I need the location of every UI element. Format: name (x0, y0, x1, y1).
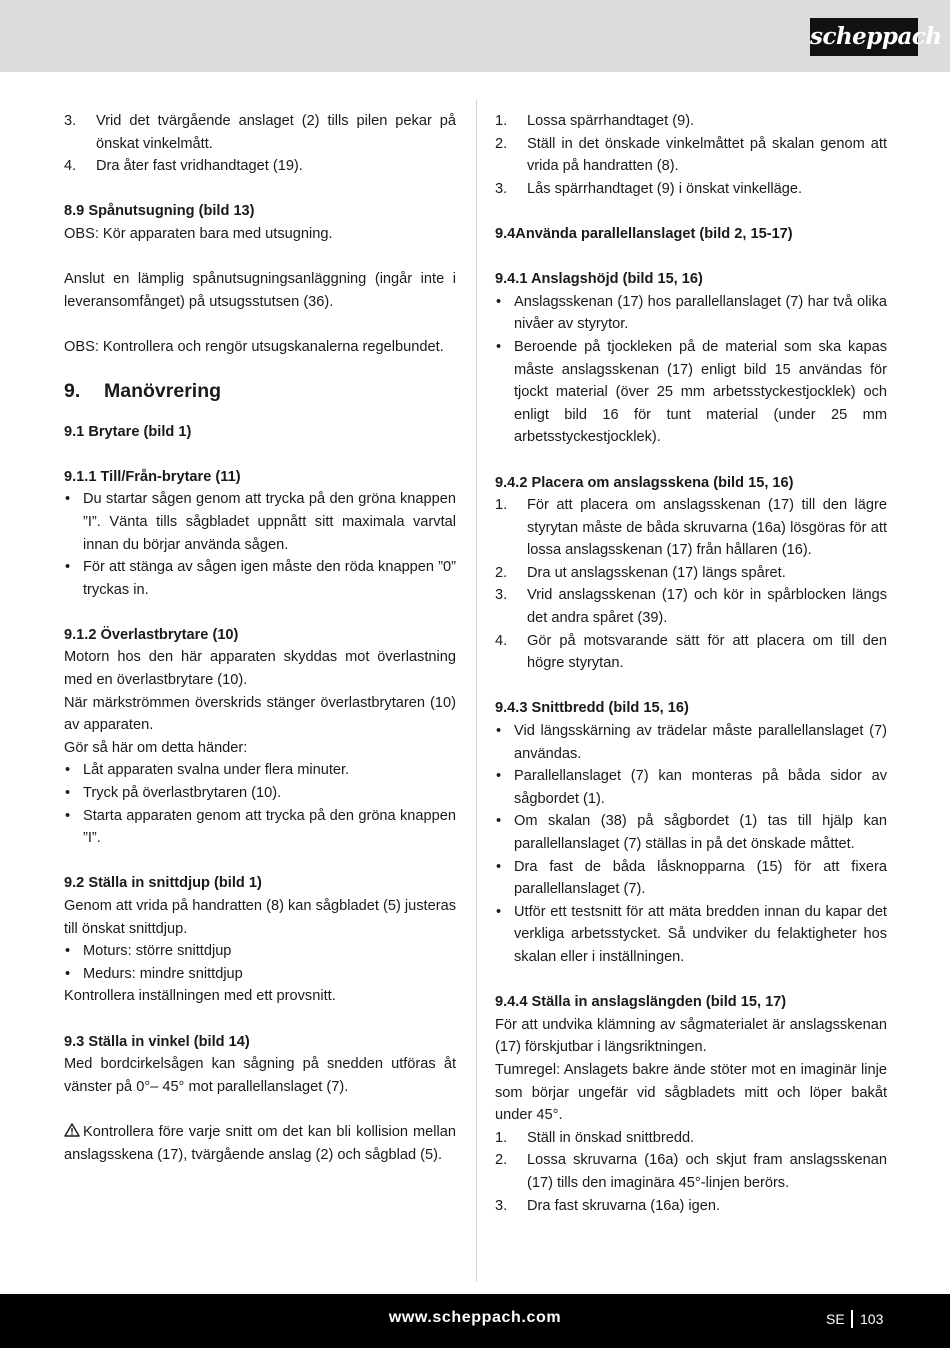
list-item: • Moturs: större snittdjup (65, 943, 232, 960)
list-item: 2. Lossa skruvarna (16a) och skjut fram anslagsskenan (17) tills den imaginära 45°-linjen berörs. (495, 1152, 887, 1191)
website-link[interactable]: www.scheppach.com (388, 1309, 562, 1326)
list-item: 1. Ställ in önskad snittbredd. (495, 1129, 695, 1146)
list-item: 3. Vrid det tvärgående anslaget (2) tills pilen pekar på önskat vinkelmått. (64, 113, 456, 152)
list-item: 2. Dra ut anslagsskenan (17) längs spåret. (495, 564, 786, 581)
right-column (495, 110, 887, 1217)
paragraph: Tumregel: Anslagets bakre ände stöter mot en imaginär linje som börjar ungefär vid sågbladets mitt och löper bakåt under 45°. (495, 1061, 887, 1124)
section-heading: 9.4.2 Placera om anslagsskena (bild 15, 16) (495, 474, 794, 491)
paragraph: Motorn hos den här apparaten skyddas mot överlastning med en överlastbrytare (10). (64, 649, 456, 689)
list-item: • För att stänga av sågen igen måste den röda knappen ”0” tryckas in. (65, 559, 456, 598)
paragraph: Genom att vrida på handratten (8) kan sågbladet (5) justeras till önskat snittdjup. (64, 898, 456, 937)
left-column (64, 110, 456, 1166)
list-item: 2. Ställ in det önskade vinkelmåttet på skalan genom att vrida på handratten (8). (495, 135, 887, 175)
list-item: • Låt apparaten svalna under flera minuter. (65, 762, 350, 779)
chapter-heading: 9. Manövrering (64, 379, 222, 402)
brand-logo: scheppach (810, 18, 918, 56)
list-item: 4. Dra åter fast vridhandtaget (19). (64, 158, 303, 175)
section-heading: 8.9 Spånutsugning (bild 13) (64, 203, 255, 220)
section-heading: 9.4.1 Anslagshöjd (bild 15, 16) (495, 271, 703, 288)
list-item: 3. Vrid anslagsskenan (17) och kör in spårblocken längs det andra spåret (39). (495, 587, 887, 627)
list-item: • Du startar sågen genom att trycka på den gröna knappen ”I”. Vänta tills sågbladet uppnått sitt maximala varvtal innan du börjar använda sågen. (65, 491, 456, 553)
warning-triangle-icon (64, 1123, 80, 1137)
header-band (0, 0, 950, 72)
paragraph: När märkströmmen överskrids stänger överlastbrytaren (10) av apparaten. (64, 694, 456, 734)
paragraph: OBS: Kör apparaten bara med utsugning. (64, 225, 333, 242)
list-item: 3. Dra fast skruvarna (16a) igen. (495, 1197, 721, 1214)
page-number: 103 (860, 1311, 884, 1327)
section-heading: 9.4.3 Snittbredd (bild 15, 16) (495, 700, 689, 717)
paragraph: För att undvika klämning av sågmaterialet är anslagsskenan (17) förskjutbar i längsriktningen. (495, 1016, 887, 1056)
column-divider (476, 100, 477, 1282)
section-heading: 9.1.2 Överlastbrytare (10) (64, 626, 239, 643)
section-heading: 9.1 Brytare (bild 1) (64, 423, 192, 440)
paragraph: Kontrollera inställningen med ett provsnitt. (64, 988, 336, 1005)
list-item: • Dra fast de båda låsknopparna (15) för att fixera parallellanslaget (7). (496, 858, 887, 898)
list-item: • Utför ett testsnitt för att mäta bredden innan du kapar det verkliga arbetsstycket. Så undviker du felaktigheter hos skalan eller i inställningen. (496, 903, 887, 965)
section-heading: 9.3 Ställa in vinkel (bild 14) (64, 1033, 250, 1050)
footer-separator (851, 1310, 853, 1328)
list-item: • Starta apparaten genom att trycka på den gröna knappen ”I”. (65, 807, 456, 847)
list-item: 3. Lås spärrhandtaget (9) i önskat vinkelläge. (495, 180, 803, 197)
list-item: 4. Gör på motsvarande sätt för att placera om till den högre styrytan. (495, 632, 887, 672)
language-code: SE (826, 1311, 845, 1327)
section-heading: 9.4Använda parallellanslaget (bild 2, 15-17) (495, 225, 793, 242)
section-heading: 9.2 Ställa in snittdjup (bild 1) (64, 875, 262, 892)
list-item: • Anslagsskenan (17) hos parallellanslaget (7) har två olika nivåer av styrytor. (496, 293, 887, 333)
list-item: • Tryck på överlastbrytaren (10). (65, 785, 282, 802)
paragraph: Med bordcirkelsågen kan sågning på snedden utföras åt vänster på 0°– 45° mot parallellanslaget (7). (64, 1056, 456, 1095)
warning-paragraph: Kontrollera före varje snitt om det kan bli kollision mellan anslagsskena (17), tvärgående anslag (2) och sågblad (5). (64, 1123, 456, 1163)
list-item: 1. Lossa spärrhandtaget (9). (495, 113, 695, 129)
list-item: • Om skalan (38) på sågbordet (1) tas till hjälp kan parallellanslaget (7) ställas in på det önskade måttet. (496, 813, 887, 852)
paragraph: OBS: Kontrollera och rengör utsugskanalerna regelbundet. (64, 338, 444, 355)
section-heading: 9.1.1 Till/Från-brytare (11) (64, 468, 241, 485)
list-item: • Medurs: mindre snittdjup (65, 965, 243, 982)
list-item: 1. För att placera om anslagsskenan (17) till den lägre styrytan måste de båda skruvarna (16a) lösgöras för att lossa anslagsskenan (17) från hållaren (16). (495, 497, 887, 559)
list-item: • Beroende på tjockleken på de material som ska kapas måste anslagsskenan (17) enligt bild 15 användas för tjockt material (över 25 mm arbetsstyckestjocklek) och enligt bild 16 för tunt material (under 25 mm arbetsstyckestjocklek). (496, 338, 887, 446)
list-item: • Parallellanslaget (7) kan monteras på båda sidor av sågbordet (1). (496, 768, 887, 807)
paragraph: Anslut en lämplig spånutsugningsanläggning (ingår inte i leveransomfånget) på utsugsstutsen (36). (64, 271, 456, 310)
list-item: • Vid längsskärning av trädelar måste parallellanslaget (7) användas. (496, 723, 887, 762)
section-heading: 9.4.4 Ställa in anslagslängden (bild 15, 17) (495, 994, 787, 1011)
paragraph: Gör så här om detta händer: (64, 739, 248, 756)
footer-bar (0, 1294, 950, 1348)
